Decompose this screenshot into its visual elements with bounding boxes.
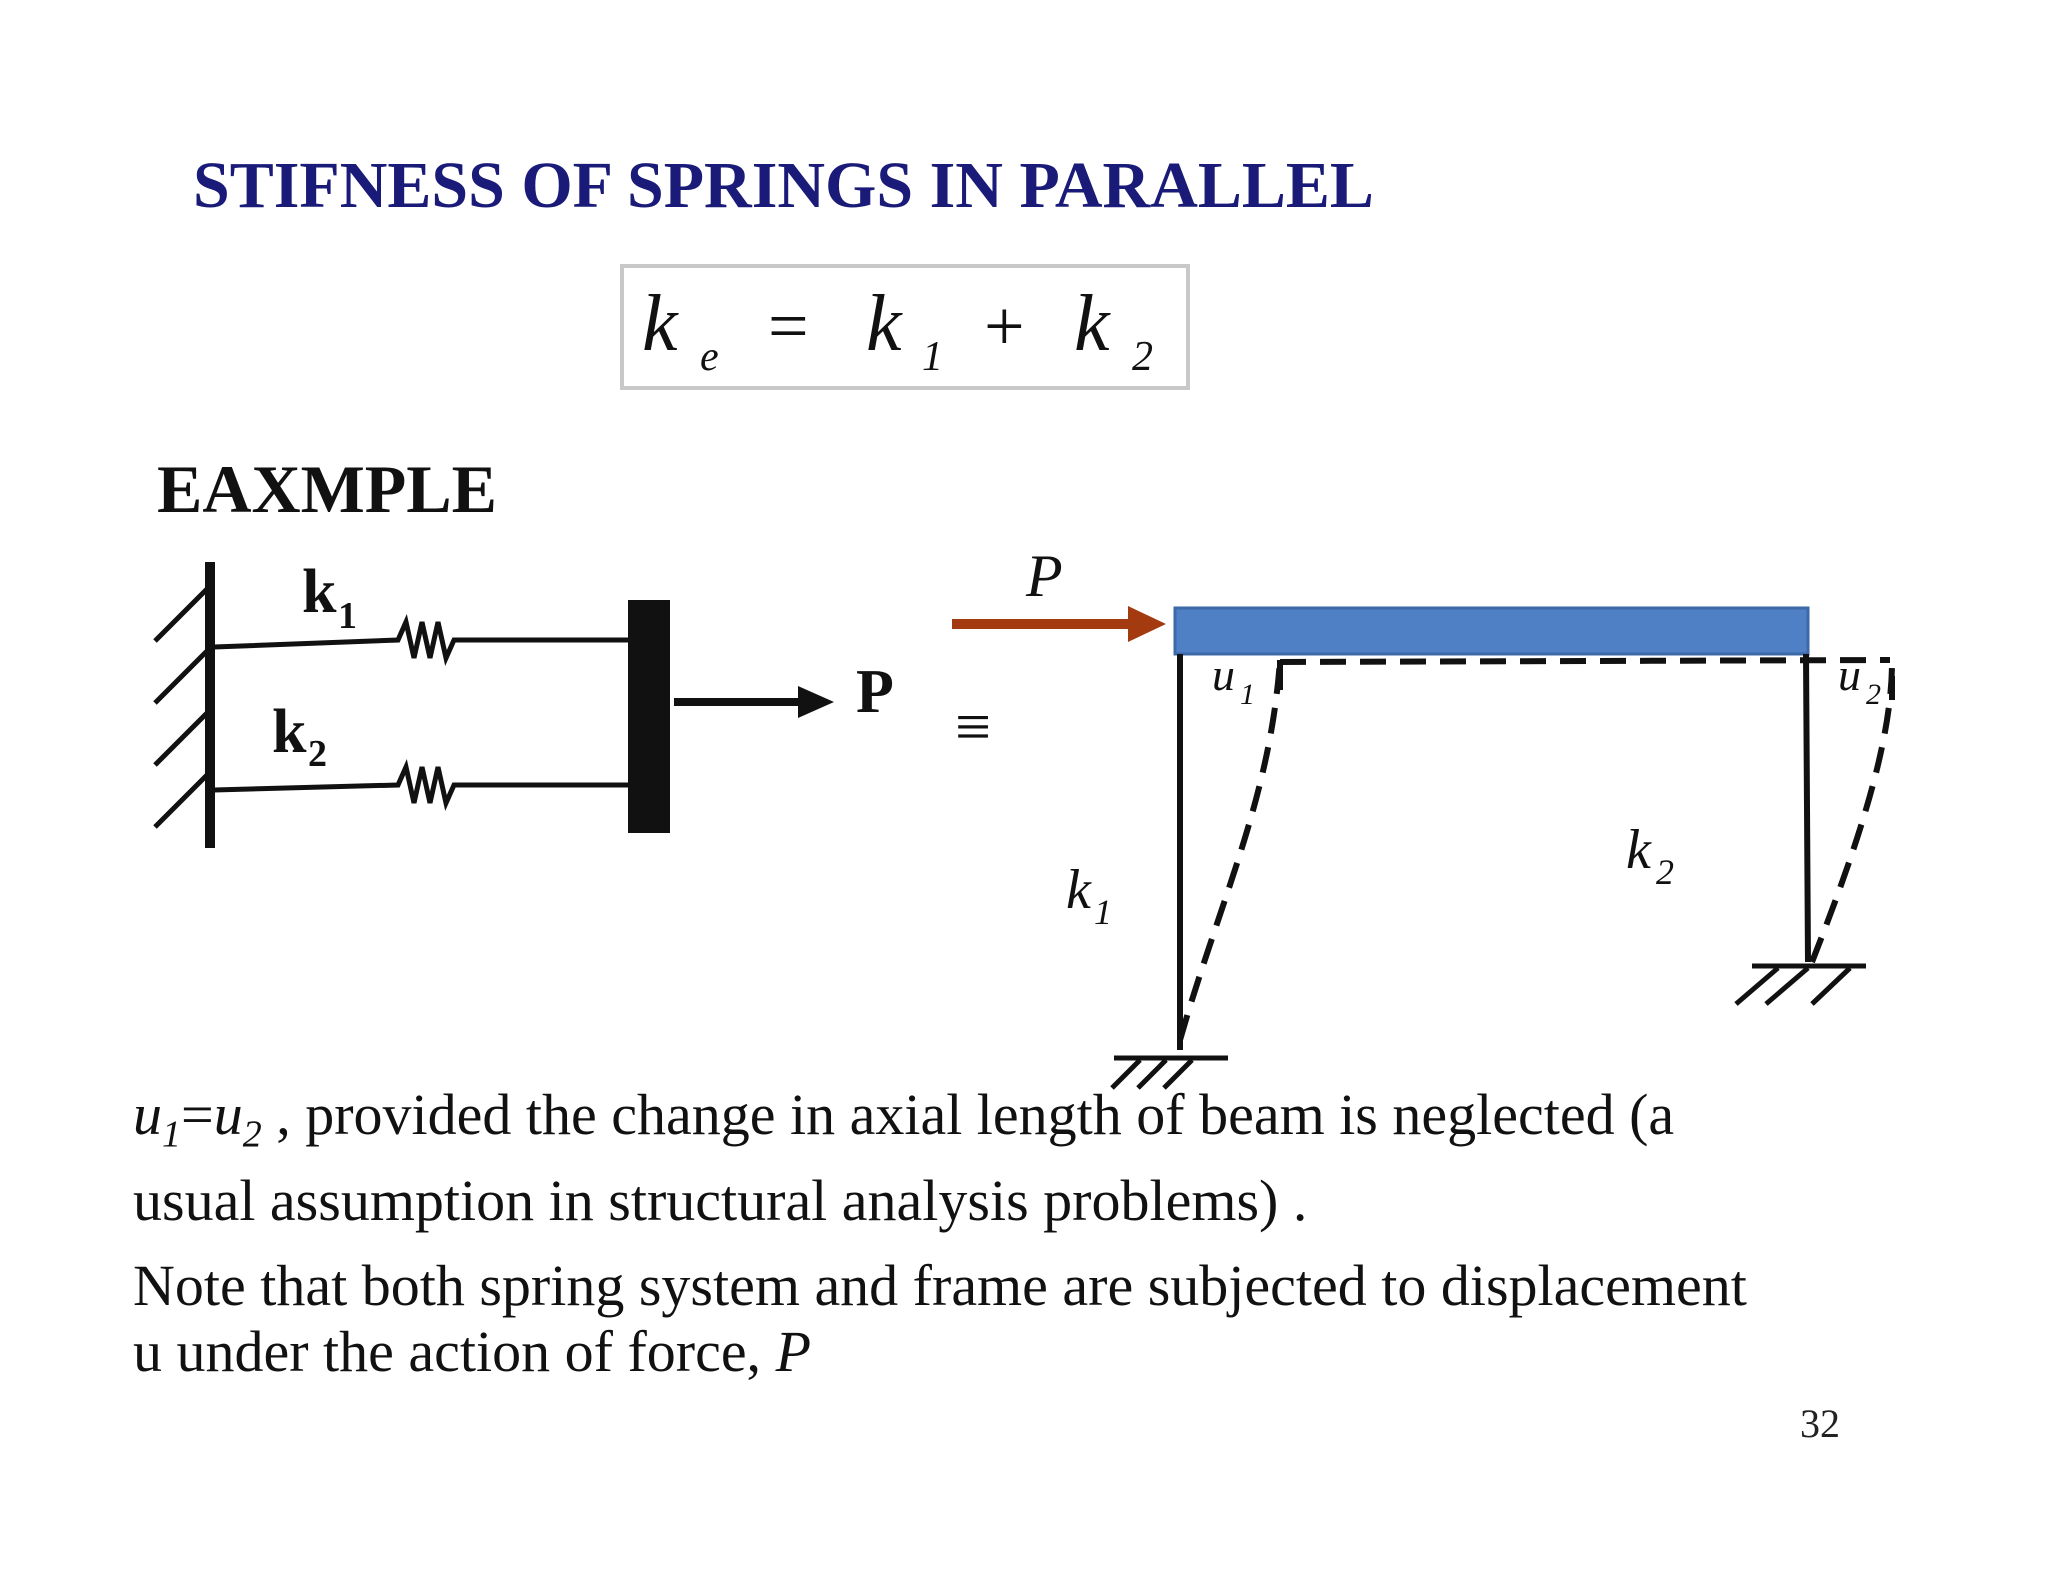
paragraph-note-force: P xyxy=(775,1319,811,1384)
spring-k2-sub: 2 xyxy=(308,733,327,775)
formula-equals: = xyxy=(768,286,809,366)
formula-ke: k xyxy=(642,280,678,368)
spring-system xyxy=(155,562,834,848)
eq-equals: = xyxy=(181,1082,214,1147)
spring-force-label: P xyxy=(856,658,894,726)
paragraph-assumption-line1 xyxy=(133,1082,1674,1168)
frame-u1-sub: 1 xyxy=(1240,678,1255,711)
eq-u1: u xyxy=(133,1082,162,1147)
rigid-block xyxy=(628,600,670,833)
frame-k1-label: k xyxy=(1066,859,1091,921)
paragraph-note-line2 xyxy=(133,1319,1747,1385)
slide-title: STIFNESS OF SPRINGS IN PARALLEL xyxy=(193,149,1374,222)
spring-k1-sub: 1 xyxy=(338,595,357,637)
portal-frame xyxy=(952,606,1892,1088)
frame-k2-label: k xyxy=(1626,819,1651,881)
deflected-shape xyxy=(1180,660,1892,1040)
frame-k1-sub: 1 xyxy=(1094,892,1112,932)
spring-k1-label: k xyxy=(302,558,337,626)
eq-u2-sub: 2 xyxy=(242,1113,262,1156)
formula-plus: + xyxy=(984,286,1025,366)
frame-u2-sub: 2 xyxy=(1866,678,1881,711)
force-arrow-head xyxy=(798,686,834,718)
page-number: 32 xyxy=(1800,1401,1840,1446)
example-heading: EAXMPLE xyxy=(157,451,497,527)
formula-k1-sub: 1 xyxy=(922,334,943,380)
formula-k2: k xyxy=(1074,280,1110,368)
frame-force-label: P xyxy=(1026,543,1063,609)
equivalence-symbol: ≡ xyxy=(955,691,992,762)
support-right xyxy=(1736,966,1866,1004)
column-right xyxy=(1806,654,1808,962)
formula-k2-sub: 2 xyxy=(1132,334,1153,380)
frame-force-arrow-head xyxy=(1128,606,1166,642)
spring-k1 xyxy=(214,622,632,658)
beam xyxy=(1175,608,1808,654)
wall-hatching xyxy=(155,588,208,827)
eq-u1-sub: 1 xyxy=(162,1113,181,1156)
frame-u2-label: u xyxy=(1838,649,1861,700)
formula-ke-sub: e xyxy=(700,334,719,380)
paragraph-note xyxy=(133,1253,1747,1385)
eq-u2: u xyxy=(213,1082,243,1147)
paragraph-assumption xyxy=(133,1082,1674,1234)
paragraph-assumption-line2: usual assumption in structural analysis problems) . xyxy=(133,1167,1308,1233)
paragraph-note-line1: Note that both spring system and frame are subjected to displacement xyxy=(133,1253,1747,1318)
frame-k2-sub: 2 xyxy=(1656,852,1674,892)
spring-k2-label: k xyxy=(272,698,307,766)
frame-u1-label: u xyxy=(1212,649,1235,700)
spring-k2 xyxy=(214,767,632,803)
paragraph-note-line2-text: u under the action of force, xyxy=(133,1319,776,1384)
paragraph-assumption-rest: , provided the change in axial length of beam is neglected (a xyxy=(261,1082,1675,1147)
formula-k1: k xyxy=(866,280,902,368)
